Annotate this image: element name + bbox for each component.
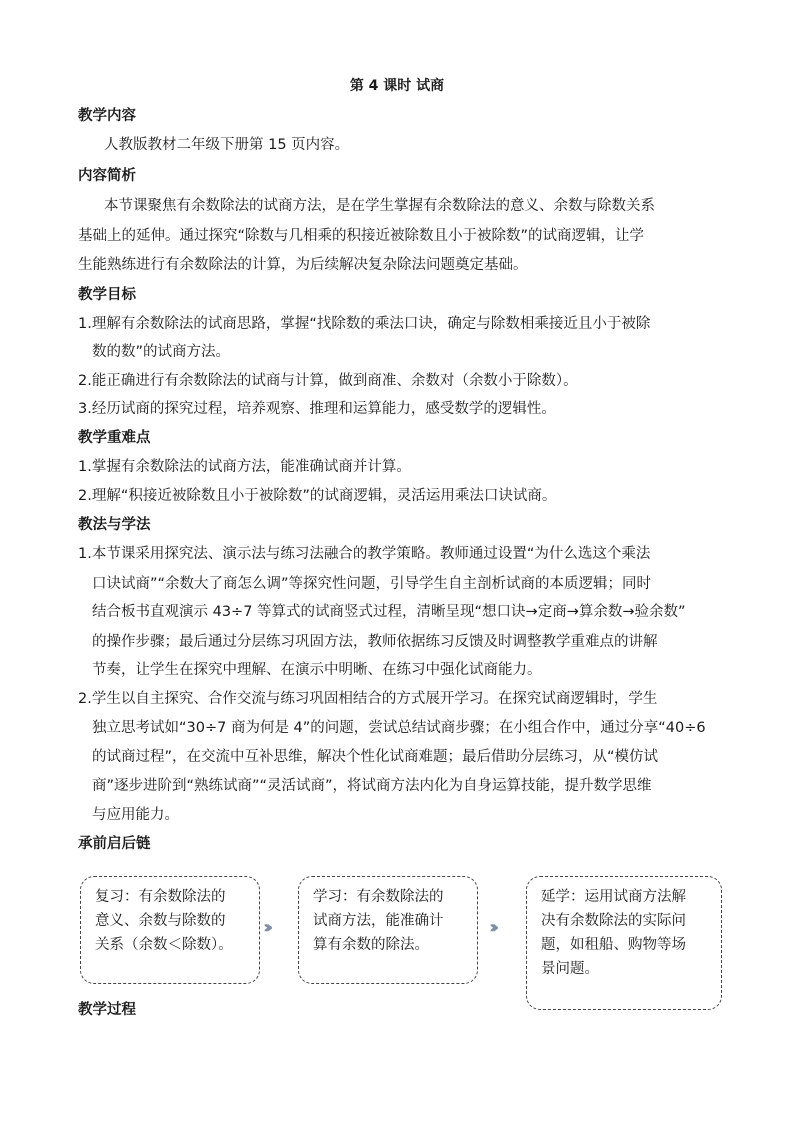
method-line: 的试商过程”，在交流中互补思维，解决个性化试商难题；最后借助分层练习，从“模仿试 [92,749,659,765]
goal-item: 2.能正确进行有余数除法的试商与计算，做到商准、余数对（余数小于除数）。 [78,373,578,389]
content-text: 人教版教材二年级下册第 15 页内容。 [104,137,350,153]
keypoint-item: 1.掌握有余数除法的试商方法，能准确试商并计算。 [78,459,411,475]
link-box-line: 延学：运用试商方法解 [541,889,686,905]
link-box-extend [526,876,722,1010]
link-box-line: 景问题。 [541,961,599,977]
method-line: 1.本节课采用探究法、演示法与练习法融合的教学策略。教师通过设置“为什么选这个乘法 [78,546,651,562]
link-box-line: 题，如租船、购物等场 [541,937,686,953]
heading-goals: 教学目标 [78,287,136,303]
link-box-line: 决有余数除法的实际问 [541,913,686,929]
link-box-learn [298,876,478,984]
link-box-review [80,876,260,984]
heading-keypoints: 教学重难点 [78,430,151,446]
method-line: 独立思考试如“30÷7 商为何是 4”的问题，尝试总结试商步骤；在小组合作中，通过分享“40÷6 [92,720,706,736]
keypoint-item: 2.理解“积接近被除数且小于被除数”的试商逻辑，灵活运用乘法口诀试商。 [78,488,557,504]
link-box-line: 关系（余数＜除数）。 [95,937,233,953]
goal-item-cont: 数的数”的试商方法。 [92,344,231,360]
chevron-right-icon: ››› [489,917,494,938]
page-title: 第 4 课时 试商 [349,78,445,94]
method-line: 的操作步骤；最后通过分层练习巩固方法，教师依据练习反馈及时调整教学重难点的讲解 [92,634,658,650]
link-box-line: 算有余数的除法。 [313,937,429,953]
method-line: 结合板书直观演示 43÷7 等算式的试商竖式过程，清晰呈现“想口诀→定商→算余数→验余数” [92,604,686,620]
method-line: 节奏，让学生在探究中理解、在演示中明晰、在练习中强化试商能力。 [92,662,542,678]
heading-links: 承前启后链 [78,836,151,852]
link-box-line: 复习：有余数除法的 [95,889,226,905]
heading-process: 教学过程 [78,1002,136,1018]
method-line: 与应用能力。 [92,807,179,823]
method-line: 口诀试商”“余数大了商怎么调”等探究性问题，引导学生自主剖析试商的本质逻辑；同时 [92,576,652,592]
goal-item: 1.理解有余数除法的试商思路，掌握“找除数的乘法口诀，确定与除数相乘接近且小于被除 [78,316,651,332]
link-box-line: 学习：有余数除法的 [313,889,444,905]
link-box-line: 试商方法，能准确计 [313,913,444,929]
summary-line: 生能熟练进行有余数除法的计算，为后续解决复杂除法问题奠定基础。 [78,257,528,273]
heading-methods: 教法与学法 [78,517,151,533]
heading-summary: 内容简析 [78,168,136,184]
chevron-right-icon: ››› [263,917,268,938]
goal-item: 3.经历试商的探究过程，培养观察、推理和运算能力，感受数学的逻辑性。 [78,401,556,417]
method-line: 商”逐步进阶到“熟练试商”“灵活试商”，将试商方法内化为自身运算技能，提升数学思维 [92,778,652,794]
link-box-line: 意义、余数与除数的 [95,913,226,929]
summary-line: 本节课聚焦有余数除法的试商方法，是在学生掌握有余数除法的意义、余数与除数关系 [104,198,655,214]
method-line: 2.学生以自主探究、合作交流与练习巩固相结合的方式展开学习。在探究试商逻辑时，学生 [78,691,658,707]
summary-line: 基础上的延伸。通过探究“除数与几相乘的积接近被除数且小于被除数”的试商逻辑，让学 [78,228,645,244]
heading-content: 教学内容 [78,108,136,124]
